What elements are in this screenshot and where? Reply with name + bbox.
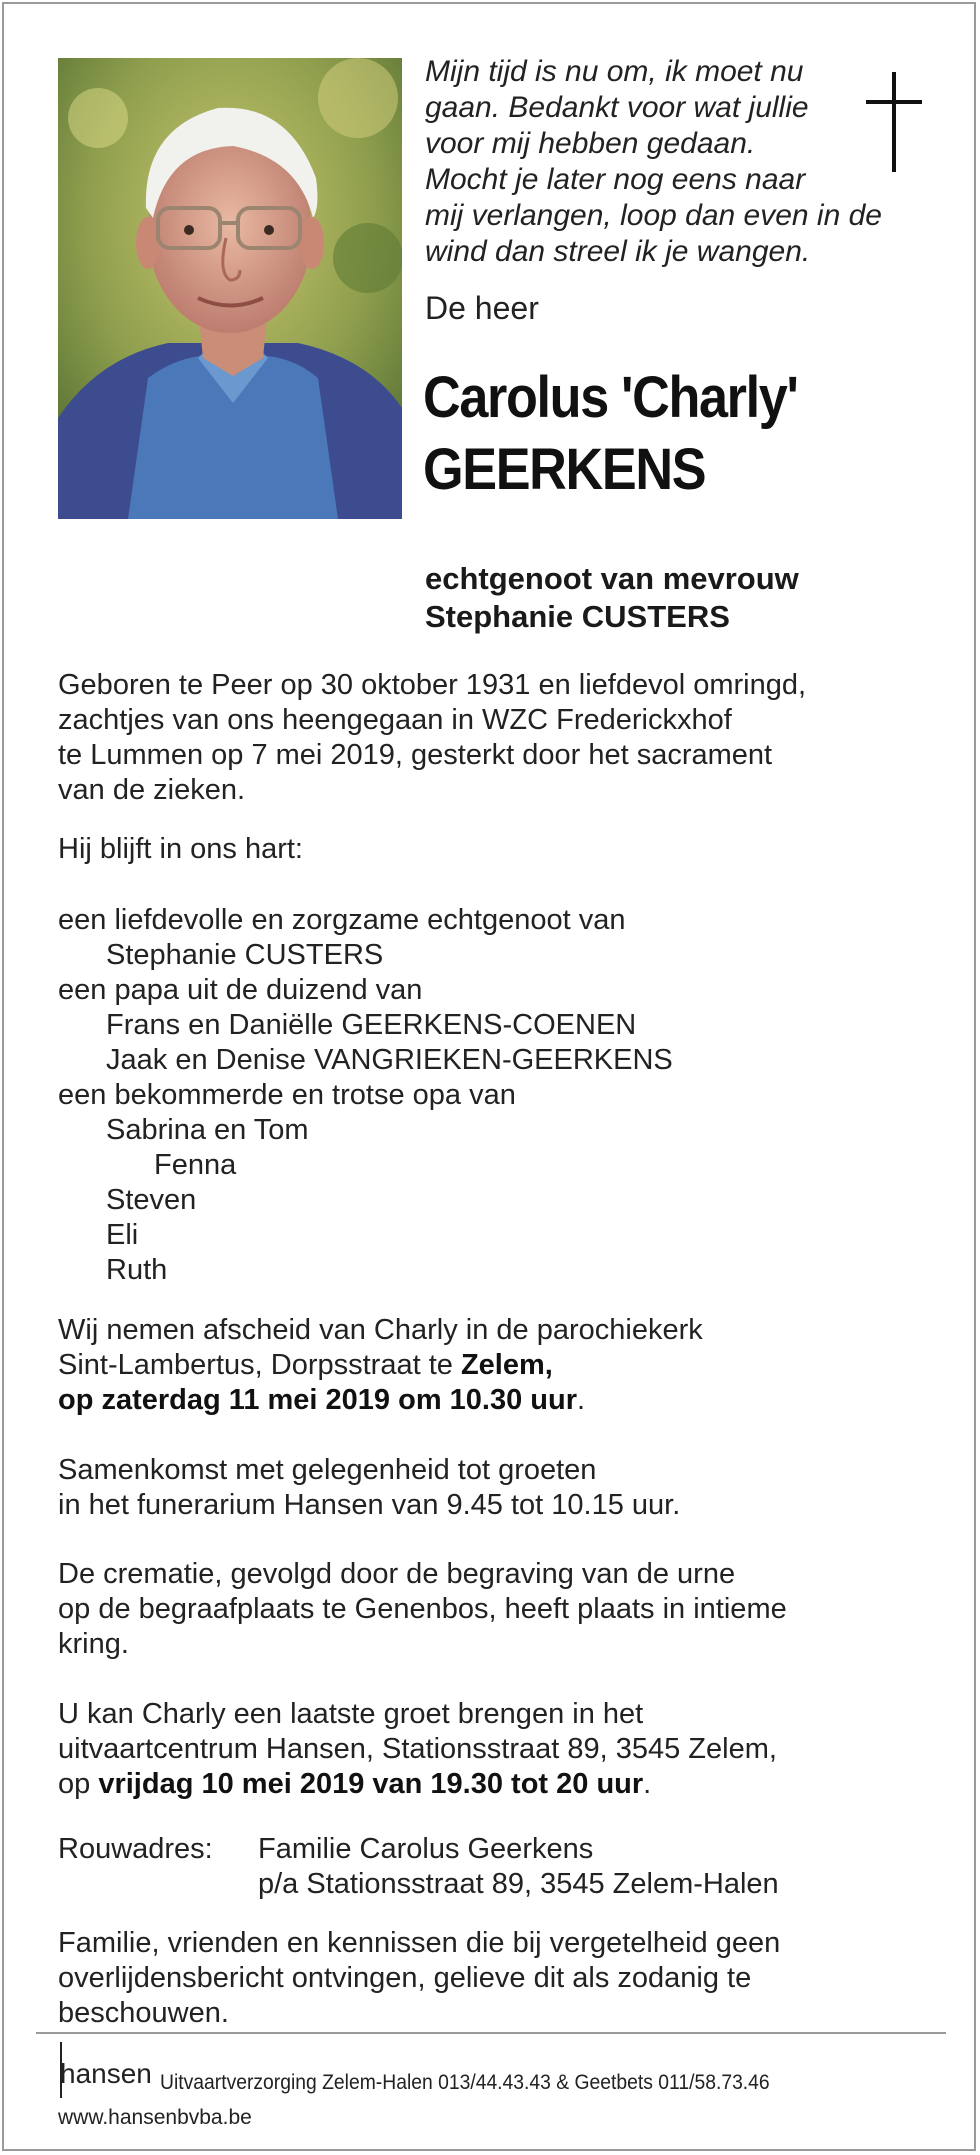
family-member: Sabrina en Tom bbox=[106, 1114, 309, 1146]
farewell-text: Sint-Lambertus, Dorpsstraat te bbox=[58, 1349, 461, 1381]
deceased-name-line2: GEERKENS bbox=[423, 437, 706, 502]
footer-divider bbox=[36, 2032, 946, 2034]
closing-paragraph bbox=[58, 1926, 928, 2031]
mourning-address-label: Rouwadres: bbox=[58, 1833, 213, 1865]
visit-paragraph bbox=[58, 1697, 928, 1802]
deceased-name-line1: Carolus 'Charly' bbox=[423, 365, 798, 430]
closing-line: overlijdensbericht ontvingen, gelieve dit als zodanig te bbox=[58, 1962, 752, 1994]
closing-line: beschouwen. bbox=[58, 1997, 229, 2029]
logo-wordmark: hansen bbox=[60, 2058, 152, 2089]
heart-intro bbox=[58, 832, 928, 867]
poem-line: gaan. Bedankt voor wat jullie bbox=[425, 91, 809, 124]
visit-punct: . bbox=[643, 1768, 652, 1800]
birth-line: te Lummen op 7 mei 2019, gesterkt door het sacrament bbox=[58, 739, 773, 771]
family-member: Fenna bbox=[154, 1149, 237, 1181]
farewell-place: Zelem, bbox=[460, 1349, 553, 1381]
spouse-line2: Stephanie CUSTERS bbox=[425, 599, 730, 634]
birth-paragraph bbox=[58, 668, 928, 808]
farewell-punct: . bbox=[577, 1384, 586, 1416]
closing-line: Familie, vrienden en kennissen die bij vergetelheid geen bbox=[58, 1927, 781, 1959]
gathering-line: in het funerarium Hansen van 9.45 tot 10.15 uur. bbox=[58, 1489, 681, 1521]
visit-date: vrijdag 10 mei 2019 van 19.30 tot 20 uur bbox=[98, 1768, 644, 1800]
family-member: Jaak en Denise VANGRIEKEN-GEERKENS bbox=[106, 1044, 673, 1076]
poem-line: voor mij hebben gedaan. bbox=[425, 127, 756, 160]
visit-line: uitvaartcentrum Hansen, Stationsstraat 89, 3545 Zelem, bbox=[58, 1733, 777, 1765]
family-role: een liefdevolle en zorgzame echtgenoot van bbox=[58, 904, 626, 936]
poem-line: mij verlangen, loop dan even in de bbox=[425, 199, 882, 232]
family-list bbox=[58, 903, 928, 1288]
family-role: een bekommerde en trotse opa van bbox=[58, 1079, 516, 1111]
poem bbox=[425, 54, 905, 270]
portrait-photo bbox=[58, 58, 402, 519]
cremation-line: op de begraafplaats te Genenbos, heeft plaats in intieme bbox=[58, 1593, 787, 1625]
footer-website[interactable]: www.hansenbvba.be bbox=[58, 2106, 252, 2129]
visit-line: U kan Charly een laatste groet brengen in het bbox=[58, 1698, 644, 1730]
gathering-paragraph bbox=[58, 1453, 928, 1523]
visit-text: op bbox=[58, 1768, 99, 1800]
family-member: Eli bbox=[106, 1219, 139, 1251]
spouse-line1: echtgenoot van mevrouw bbox=[425, 561, 799, 596]
farewell-date: op zaterdag 11 mei 2019 om 10.30 uur bbox=[58, 1384, 578, 1416]
family-member: Stephanie CUSTERS bbox=[106, 939, 384, 971]
mourning-address-line2: p/a Stationsstraat 89, 3545 Zelem-Halen bbox=[258, 1868, 779, 1900]
poem-line: wind dan streel ik je wangen. bbox=[425, 235, 811, 268]
cremation-line: De crematie, gevolgd door de begraving van de urne bbox=[58, 1558, 736, 1590]
poem-line: Mijn tijd is nu om, ik moet nu bbox=[425, 55, 804, 88]
footer-contact: Uitvaartverzorging Zelem-Halen 013/44.43.43 & Geetbets 011/58.73.46 bbox=[160, 2071, 770, 2094]
family-member: Steven bbox=[106, 1184, 197, 1216]
birth-line: zachtjes van ons heengegaan in WZC Frederickxhof bbox=[58, 704, 732, 736]
family-member: Frans en Daniëlle GEERKENS-COENEN bbox=[106, 1009, 637, 1041]
family-role: een papa uit de duizend van bbox=[58, 974, 423, 1006]
birth-line: van de zieken. bbox=[58, 774, 246, 806]
cremation-paragraph bbox=[58, 1557, 928, 1662]
mourning-address-line1: Familie Carolus Geerkens bbox=[258, 1833, 594, 1865]
spouse-heading bbox=[425, 560, 799, 636]
cross-icon bbox=[866, 72, 922, 172]
gathering-line: Samenkomst met gelegenheid tot groeten bbox=[58, 1454, 597, 1486]
farewell-line: Wij nemen afscheid van Charly in de parochiekerk bbox=[58, 1314, 703, 1346]
farewell-paragraph bbox=[58, 1313, 928, 1418]
poem-line: Mocht je later nog eens naar bbox=[425, 163, 806, 196]
deceased-name bbox=[423, 362, 798, 506]
heart-intro-text: Hij blijft in ons hart: bbox=[58, 833, 303, 865]
farewell-line bbox=[58, 1348, 928, 1383]
salutation: De heer bbox=[425, 290, 539, 326]
cremation-line: kring. bbox=[58, 1628, 129, 1660]
visit-line bbox=[58, 1767, 928, 1802]
birth-line: Geboren te Peer op 30 oktober 1931 en liefdevol omringd, bbox=[58, 669, 807, 701]
farewell-line bbox=[58, 1383, 928, 1418]
family-member: Ruth bbox=[106, 1254, 168, 1286]
